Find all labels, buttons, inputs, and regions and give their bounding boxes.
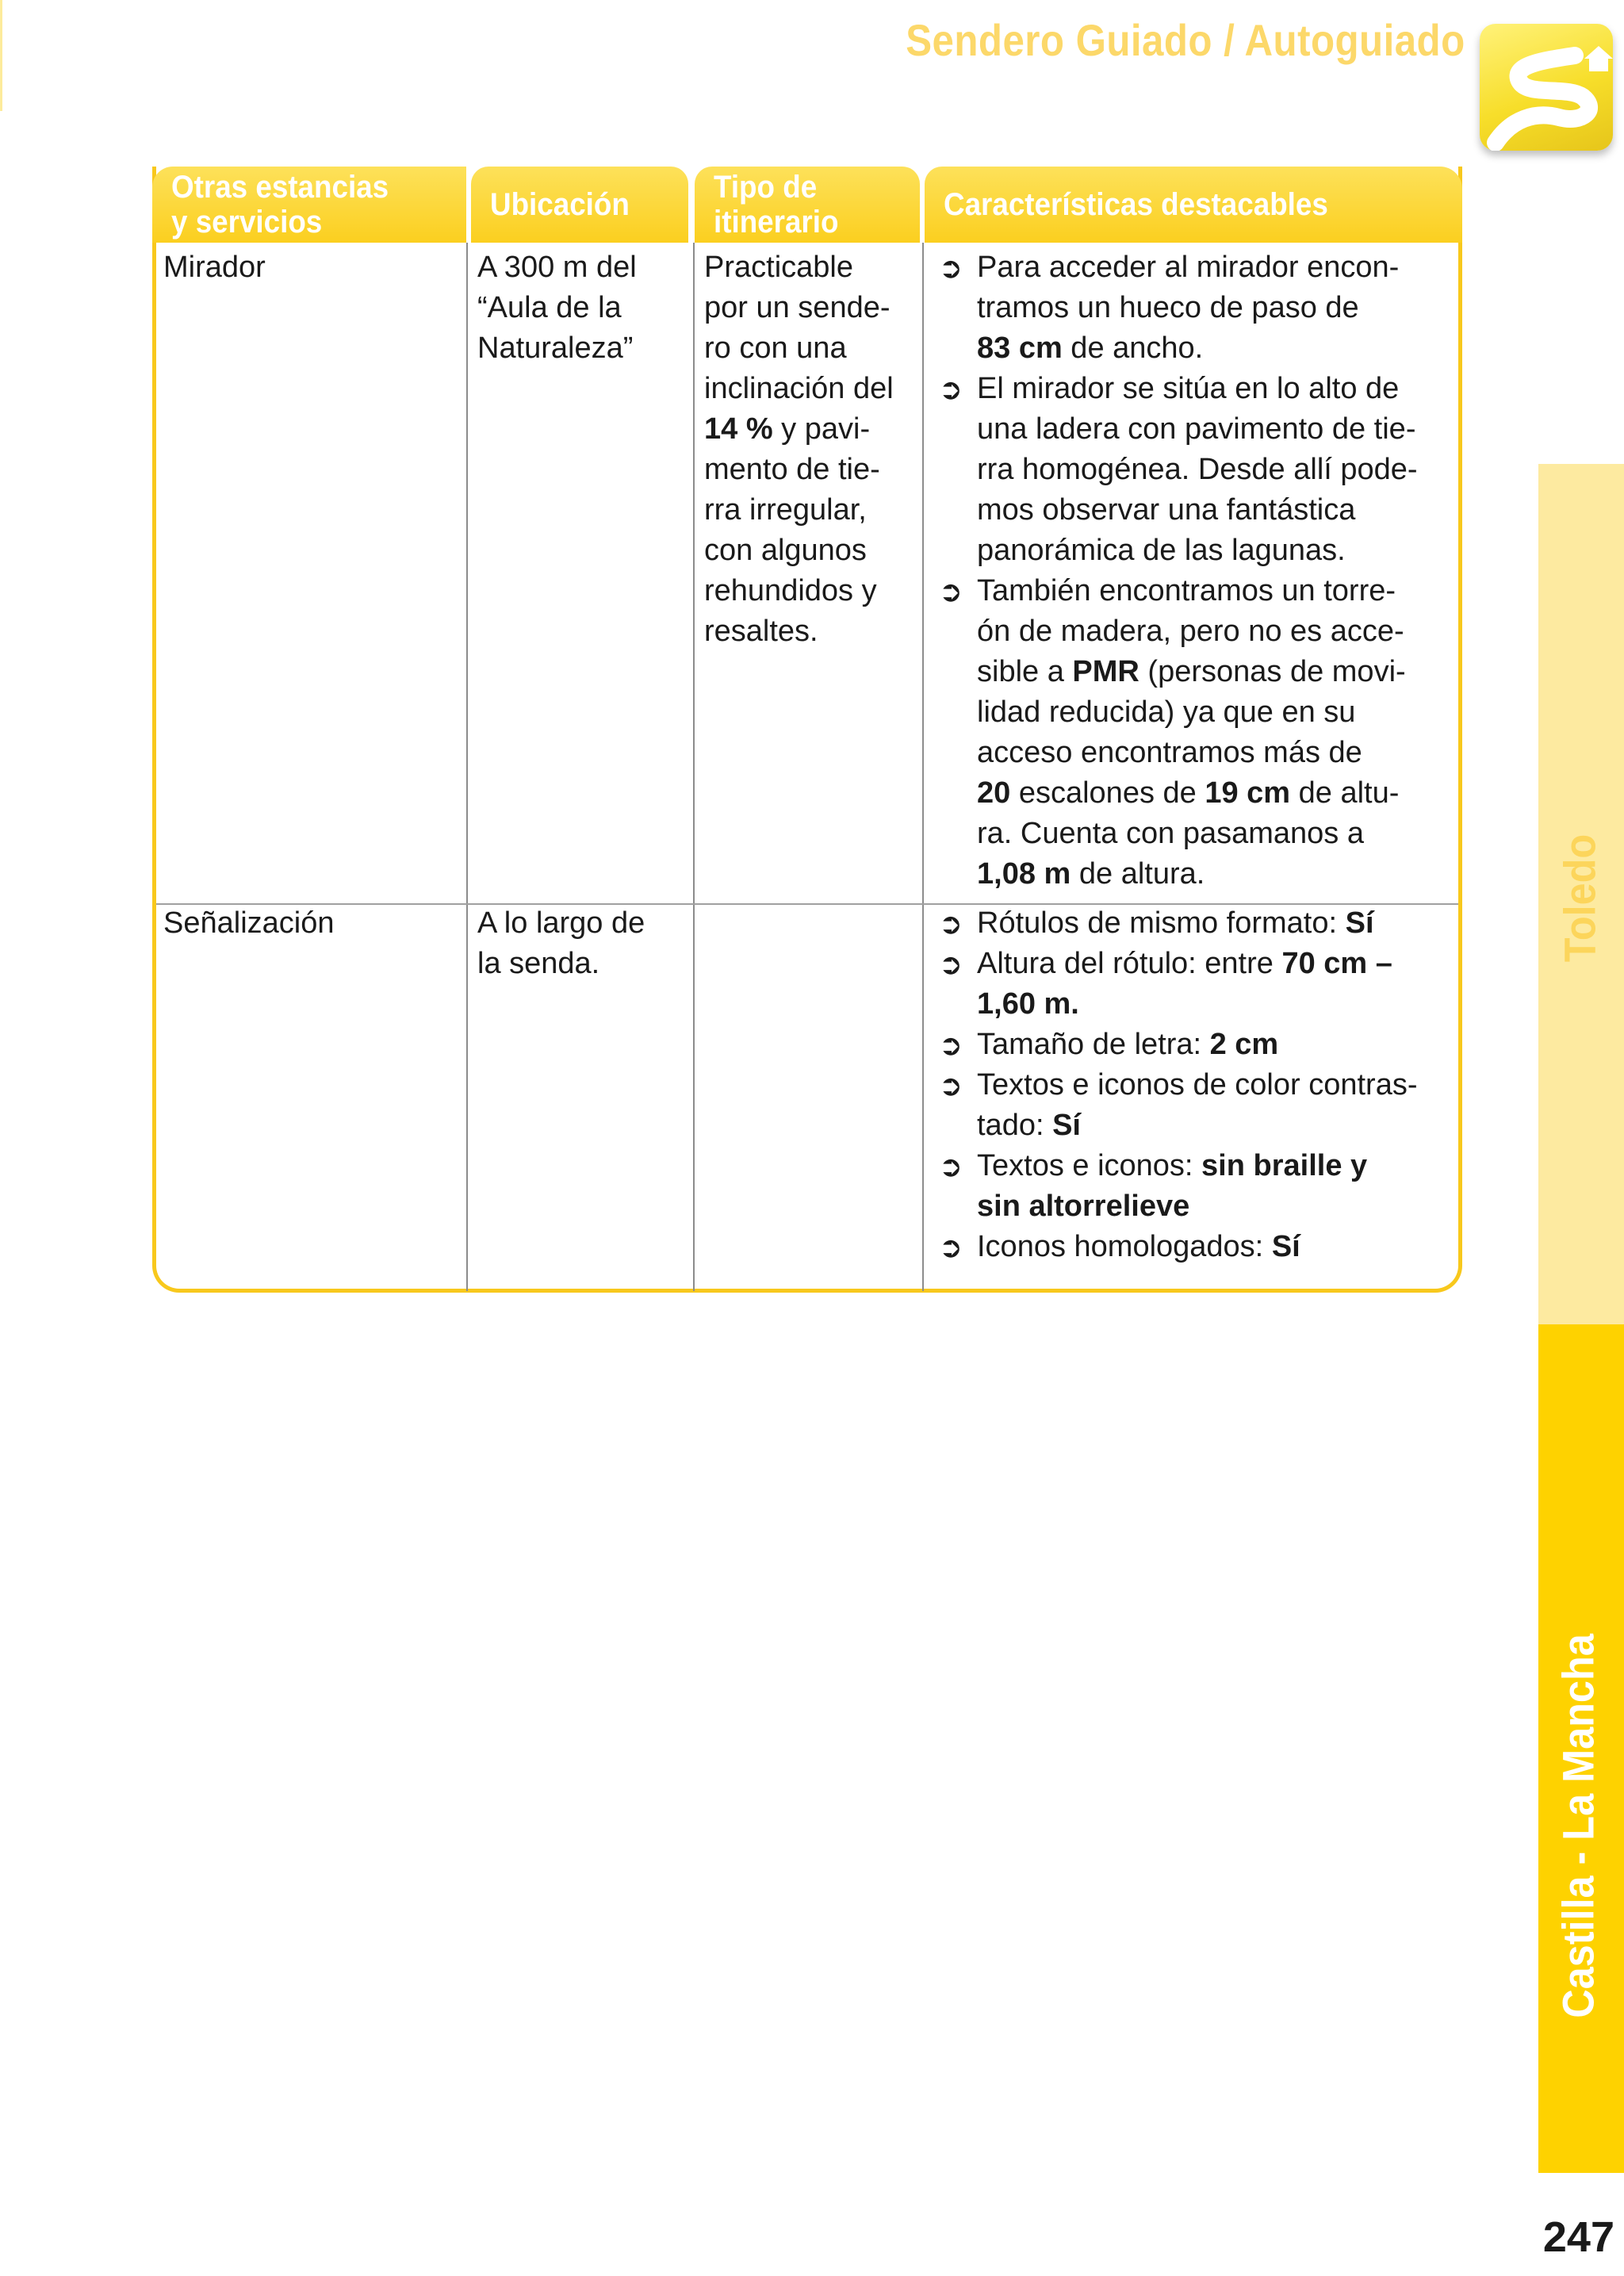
list-item: ➲ Para acceder al mirador encon- tramos un hueco de paso de 83 cm de ancho. — [929, 247, 1453, 369]
column-divider — [466, 243, 468, 1291]
column-header-ubicacion: Ubicación — [471, 167, 688, 243]
cell-caracteristicas — [929, 247, 1453, 895]
sidebar-province-label: Toledo — [1554, 833, 1605, 963]
cell-caracteristicas — [929, 903, 1453, 1267]
page-number: 247 — [1542, 2213, 1614, 2261]
list-item: ➲ Tamaño de letra: 2 cm — [929, 1025, 1453, 1065]
arrow-bullet-icon: ➲ — [938, 1231, 963, 1263]
column-header-servicios: Otras estancias y servicios — [152, 167, 466, 243]
cell-ubicacion: A lo largo de la senda. — [477, 906, 645, 980]
cell-tipo: Practicable por un sende- ro con una inclinación del 14 % y pavi- mento de tie- rra irregular, con algunos rehundidos y resaltes. — [704, 251, 894, 648]
column-header-caracteristicas: Características destacables — [925, 167, 1462, 243]
sidebar-region-label: Castilla - La Mancha — [1553, 1634, 1603, 2018]
arrow-bullet-icon: ➲ — [938, 575, 963, 607]
list-item: ➲ Altura del rótulo: entre 70 cm – 1,60 m. — [929, 944, 1453, 1025]
list-item: ➲ Rótulos de mismo formato: Sí — [929, 903, 1453, 944]
cell-servicio: Señalización — [163, 906, 335, 940]
arrow-bullet-icon: ➲ — [938, 251, 963, 284]
arrow-bullet-icon: ➲ — [938, 1150, 963, 1182]
cell-servicio: Mirador — [163, 251, 266, 284]
arrow-bullet-icon: ➲ — [938, 1029, 963, 1061]
column-divider — [693, 243, 695, 1291]
cell-ubicacion: A 300 m del “Aula de la Naturaleza” — [477, 251, 637, 365]
list-item: ➲ Textos e iconos: sin braille y sin altorrelieve — [929, 1146, 1453, 1227]
list-item: ➲ El mirador se sitúa en lo alto de una ladera con pavimento de tie- rra homogénea. Desde allí pode- mos observar una fantástica panorámica de las lagunas. — [929, 369, 1453, 571]
page-header-title: Sendero Guiado / Autoguiado — [906, 15, 1465, 65]
list-item: ➲ Textos e iconos de color contras- tado: Sí — [929, 1065, 1453, 1146]
page-edge-mark — [0, 0, 2, 111]
list-item: ➲ Iconos homologados: Sí — [929, 1227, 1453, 1267]
arrow-bullet-icon: ➲ — [938, 948, 963, 980]
list-item: ➲ También encontramos un torre- ón de madera, pero no es acce- sible a PMR (personas de movi- lidad reducida) ya que en su acceso encontramos más de 20 escalones de 19 cm de altu- ra. Cuenta con pasamanos a 1,08 m de altura. — [929, 571, 1453, 895]
arrow-bullet-icon: ➲ — [938, 1069, 963, 1102]
arrow-bullet-icon: ➲ — [938, 907, 963, 940]
column-divider — [922, 243, 924, 1291]
arrow-bullet-icon: ➲ — [938, 373, 963, 405]
column-header-tipo: Tipo de itinerario — [695, 167, 920, 243]
trail-home-icon — [1480, 24, 1613, 151]
